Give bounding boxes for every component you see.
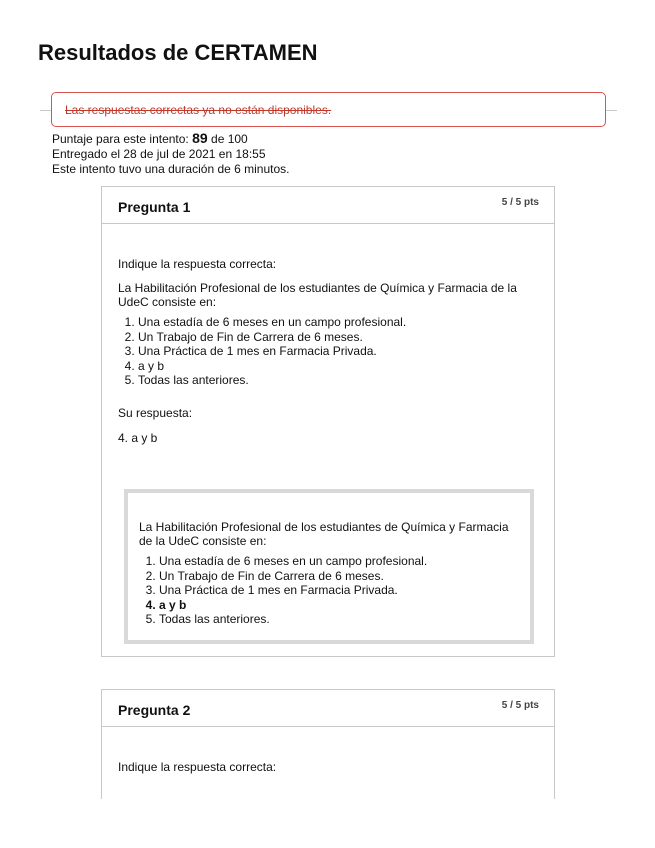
review-option-item: 3. Una Práctica de 1 mes en Farmacia Privada. — [159, 583, 510, 598]
question-stem: La Habilitación Profesional de los estudiantes de Química y Farmacia de la UdeC consiste en: — [118, 281, 517, 309]
question-header — [102, 690, 554, 727]
review-options — [139, 554, 510, 627]
review-option-item: 1. Una estadía de 6 meses en un campo profesional. — [159, 554, 510, 569]
question-card-1 — [101, 186, 555, 657]
question-body — [118, 257, 538, 445]
attempt-summary — [52, 131, 290, 177]
question-instruction: Indique la respuesta correcta: — [118, 760, 277, 774]
score-value: 89 — [192, 130, 208, 146]
review-stem: La Habilitación Profesional de los estudiantes de Química y Farmacia de la UdeC consiste en: — [139, 520, 509, 548]
question-points: 5 / 5 pts — [501, 197, 539, 208]
option-item: 2. Un Trabajo de Fin de Carrera de 6 meses. — [138, 330, 538, 345]
question-title: Pregunta 2 — [118, 702, 191, 718]
score-line — [52, 131, 290, 147]
option-item: 5. Todas las anteriores. — [138, 373, 538, 388]
submitted-line: Entregado el 28 de jul de 2021 en 18:55 — [52, 147, 266, 161]
alert-banner — [51, 92, 606, 127]
review-option-selected: 4. a y b — [159, 598, 510, 613]
duration-line: Este intento tuvo una duración de 6 minutos. — [52, 162, 290, 176]
question-instruction: Indique la respuesta correcta: — [118, 257, 277, 271]
review-option-item: 2. Un Trabajo de Fin de Carrera de 6 meses. — [159, 569, 510, 584]
your-answer-label: Su respuesta: — [118, 405, 193, 420]
question-points: 5 / 5 pts — [501, 700, 539, 711]
question-options — [118, 315, 538, 388]
option-item: 1. Una estadía de 6 meses en un campo profesional. — [138, 315, 538, 330]
your-answer-value: 4. a y b — [118, 430, 158, 445]
page-title: Resultados de CERTAMEN — [38, 40, 318, 65]
question-body — [118, 760, 538, 784]
answer-review-content — [139, 508, 510, 627]
answer-review-box — [124, 489, 534, 644]
score-suffix: de 100 — [211, 132, 248, 146]
alert-message: Las respuestas correctas ya no están disponibles. — [65, 103, 332, 117]
question-card-2 — [101, 689, 555, 799]
review-option-item: 5. Todas las anteriores. — [159, 612, 510, 627]
question-title: Pregunta 1 — [118, 199, 191, 215]
option-item: 3. Una Práctica de 1 mes en Farmacia Privada. — [138, 344, 538, 359]
score-prefix: Puntaje para este intento: — [52, 132, 189, 146]
question-header — [102, 187, 554, 224]
option-item: 4. a y b — [138, 359, 538, 374]
